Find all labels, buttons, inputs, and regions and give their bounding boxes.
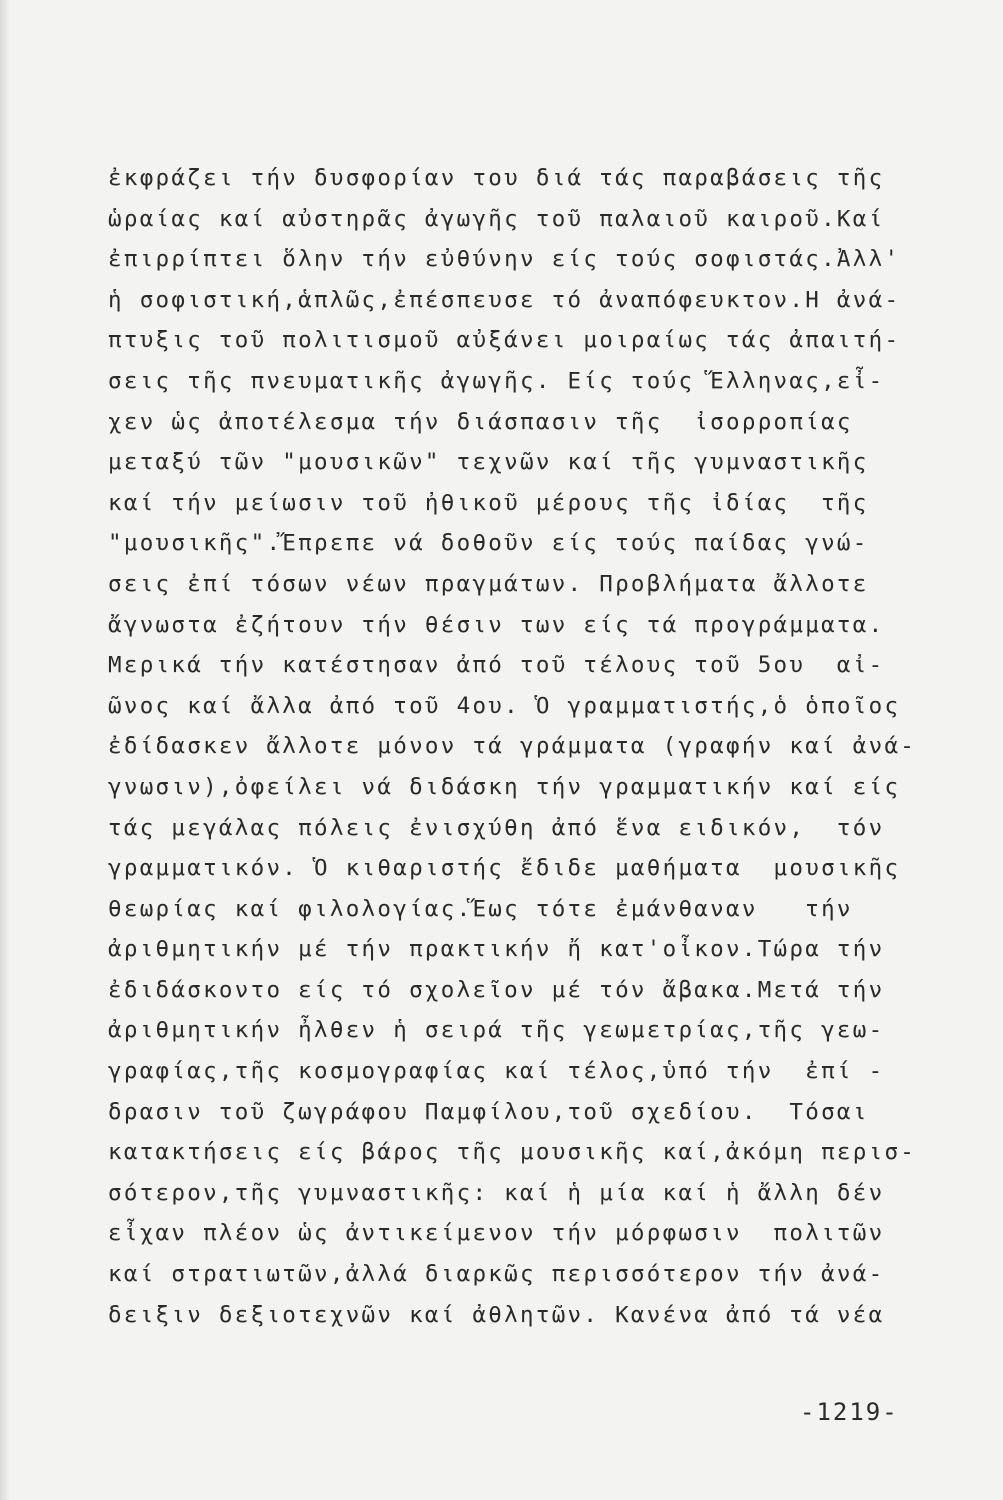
text-line: ἀριθμητικήν ἦλθεν ἡ σειρά τῆς γεωμετρίας,τῆς γεω- <box>108 1017 885 1044</box>
page-number: -1219- <box>800 1398 899 1426</box>
text-line: χεν ὡς ἀποτέλεσμα τήν διάσπασιν τῆς ἰσορροπίας <box>108 408 853 435</box>
text-line: θεωρίας καί φιλολογίας.Ἕως τότε ἐμάνθαναν τήν <box>108 895 853 922</box>
text-line: ῶνος καί ἄλλα ἀπό τοῦ 4ου. Ὁ γραμματιστής,ὁ ὁποῖος <box>108 692 901 719</box>
text-line: πτυξις τοῦ πολιτισμοῦ αὐξάνει μοιραίως τάς ἀπαιτή- <box>108 327 901 354</box>
text-line: κατακτήσεις είς βάρος τῆς μουσικῆς καί,ἀκόμη περισ- <box>108 1139 917 1166</box>
text-line: Μερικά τήν κατέστησαν ἀπό τοῦ τέλους τοῦ 5ου αἰ- <box>108 652 885 679</box>
text-line: γραφίας,τῆς κοσμογραφίας καί τέλος,ὑπό τήν ἐπί - <box>108 1058 885 1085</box>
text-line: γνωσιν),ὀφείλει νά διδάσκη τήν γραμματικήν καί είς <box>108 773 901 800</box>
text-line: σότερον,τῆς γυμναστικῆς: καί ἡ μία καί ἡ ἄλλη δέν <box>108 1179 885 1206</box>
scan-edge-shadow <box>0 0 10 1500</box>
text-line: εἶχαν πλέον ὡς ἀντικείμενον τήν μόρφωσιν πολιτῶν <box>108 1220 885 1247</box>
text-line: ἐπιρρίπτει ὅλην τήν εὐθύνην είς τούς σοφιστάς.Ἀλλ' <box>108 246 901 273</box>
text-line: σεις ἐπί τόσων νέων πραγμάτων. Προβλήματα ἄλλοτε <box>108 570 869 597</box>
text-line: τάς μεγάλας πόλεις ἐνισχύθη ἀπό ἕνα ειδικόν, τόν <box>108 814 885 841</box>
text-line: "μουσικῆς".Ἔπρεπε νά δοθοῦν είς τούς παίδας γνώ- <box>108 530 869 557</box>
document-body <box>108 158 948 1335</box>
text-line: καί τήν μείωσιν τοῦ ἠθικοῦ μέρους τῆς ἰδίας τῆς <box>108 489 869 516</box>
text-line: σεις τῆς πνευματικῆς ἀγωγῆς. Είς τούς Ἕλληνας,εἶ- <box>108 367 885 394</box>
text-line: ἐκφράζει τήν δυσφορίαν του διά τάς παραβάσεις τῆς <box>108 165 885 191</box>
text-line: μεταξύ τῶν "μουσικῶν" τεχνῶν καί τῆς γυμναστικῆς <box>108 449 869 476</box>
text-line: δειξιν δεξιοτεχνῶν καί ἀθλητῶν. Κανένα ἀπό τά νέα <box>108 1301 885 1328</box>
text-line: ἐδιδάσκοντο είς τό σχολεῖον μέ τόν ἄβακα.Μετά τήν <box>108 976 885 1003</box>
text-line: γραμματικόν. Ὁ κιθαριστής ἔδιδε μαθήματα μουσικῆς <box>108 855 901 882</box>
text-line: δρασιν τοῦ ζωγράφου Παμφίλου,τοῦ σχεδίου. Τόσαι <box>108 1098 869 1125</box>
text-line: ἐδίδασκεν ἄλλοτε μόνον τά γράμματα (γραφήν καί ἀνά- <box>108 733 917 760</box>
text-line: ἄγνωστα ἐζήτουν τήν θέσιν των είς τά προγράμματα. <box>108 611 885 638</box>
text-line: ἡ σοφιστική,ἁπλῶς,ἐπέσπευσε τό ἀναπόφευκτον.Η ἀνά- <box>108 286 901 313</box>
text-line: ἀριθμητικήν μέ τήν πρακτικήν ἤ κατ'οἶκον.Τώρα τήν <box>108 936 885 963</box>
text-line: ὡραίας καί αὐστηρᾶς ἀγωγῆς τοῦ παλαιοῦ καιροῦ.Καί <box>108 205 885 232</box>
text-line: καί στρατιωτῶν,ἀλλά διαρκῶς περισσότερον τήν ἀνά- <box>108 1261 885 1288</box>
